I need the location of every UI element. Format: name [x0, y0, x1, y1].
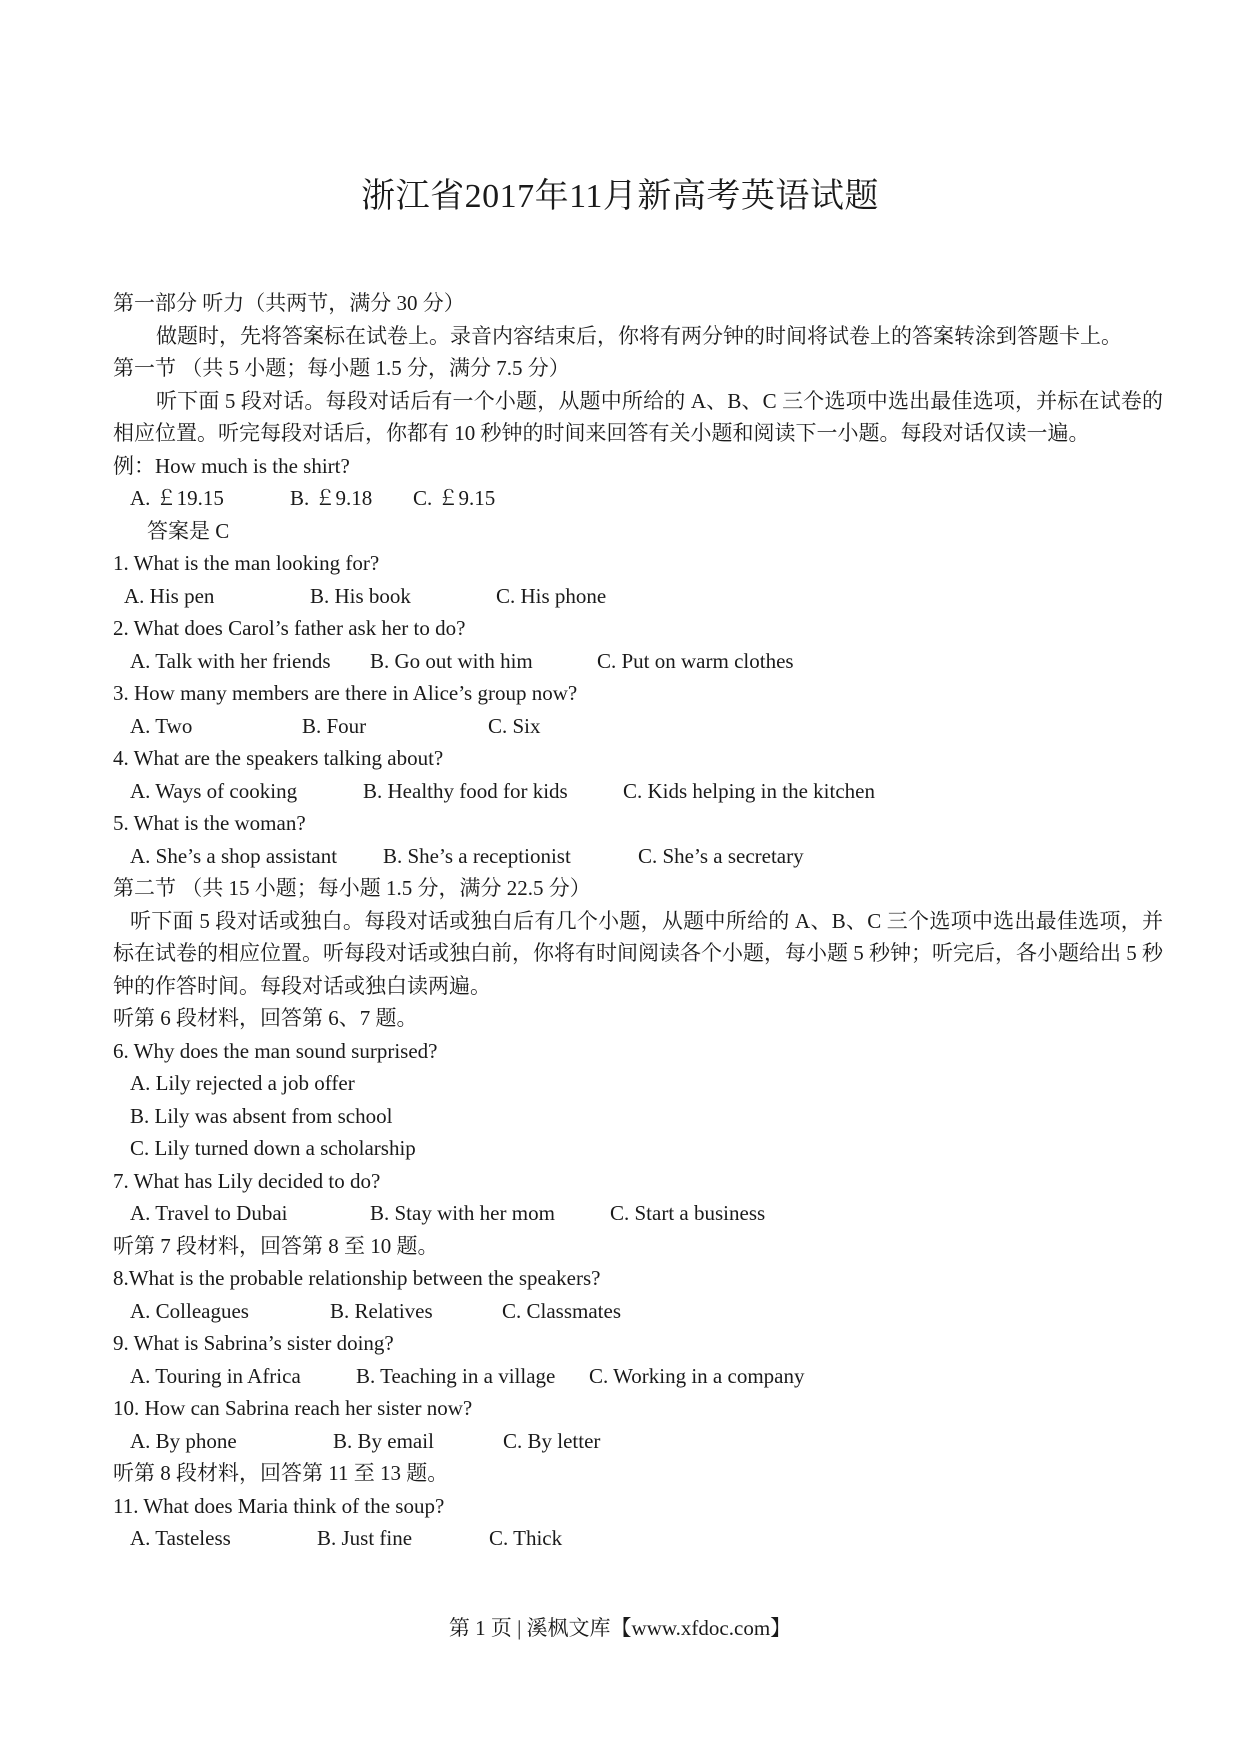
option-b: B. Just fine	[317, 1526, 413, 1550]
section1-heading: 第一节 （共 5 小题；每小题 1.5 分，满分 7.5 分）	[113, 356, 570, 380]
option-c: C. Start a business	[610, 1201, 766, 1225]
question-10-options	[113, 1425, 1163, 1458]
example-option-a: A. ￡19.15	[130, 486, 224, 510]
option-a: A. She’s a shop assistant	[130, 843, 338, 868]
option-c: C. Classmates	[502, 1298, 621, 1323]
option-b: B. Four	[302, 713, 367, 738]
question-4: 4. What are the speakers talking about?	[113, 746, 444, 770]
document-body	[113, 287, 1163, 1555]
document-title: 浙江省2017年11月新高考英语试题	[361, 178, 879, 215]
question-2-options	[113, 645, 1163, 678]
question-10: 10. How can Sabrina reach her sister now?	[113, 1396, 473, 1420]
question-6: 6. Why does the man sound surprised?	[113, 1038, 438, 1063]
option-a: A. Lily rejected a job offer	[130, 1071, 355, 1095]
material-6-note: 听第 6 段材料，回答第 6、7 题。	[113, 1006, 418, 1030]
example-option-c: C. ￡9.15	[413, 486, 496, 510]
page-footer: 第 1 页 | 溪枫文库【www.xfdoc.com】	[448, 1616, 792, 1640]
option-a: A. By phone	[130, 1428, 237, 1453]
question-11: 11. What does Maria think of the soup?	[113, 1493, 445, 1518]
option-a: A. His pen	[124, 583, 215, 608]
option-a: A. Ways of cooking	[130, 778, 298, 803]
option-b: B. Stay with her mom	[370, 1201, 555, 1225]
example-answer: 答案是 C	[147, 518, 230, 543]
question-1: 1. What is the man looking for?	[113, 551, 380, 575]
question-5: 5. What is the woman?	[113, 811, 306, 835]
option-b: B. Teaching in a village	[356, 1363, 556, 1388]
section2-instruction: 听下面 5 段对话或独白。每段对话或独白后有几个小题，从题中所给的 A、B、C 三个选项中选出最佳选项，并标在试卷的相应位置。听每段对话或独白前，你将有时间阅读各个小题，每小题 5 秒钟；听完后，各小题给出 5 秒钟的作答时间。每段对话或独白读两遍。	[113, 908, 1163, 998]
part1-heading: 第一部分 听力（共两节，满分 30 分）	[113, 291, 465, 315]
option-b: B. Go out with him	[370, 648, 533, 673]
example-options	[113, 482, 1163, 515]
option-c: C. By letter	[503, 1428, 601, 1453]
option-c: C. Kids helping in the kitchen	[623, 778, 875, 803]
option-c: C. She’s a secretary	[638, 843, 804, 868]
option-b: B. Lily was absent from school	[130, 1103, 393, 1128]
question-7-options	[113, 1197, 1163, 1230]
question-9-options	[113, 1360, 1163, 1393]
option-c: C. Lily turned down a scholarship	[130, 1136, 416, 1160]
option-a: A. Talk with her friends	[130, 648, 331, 673]
option-b: B. She’s a receptionist	[383, 843, 571, 868]
material-8-note: 听第 8 段材料，回答第 11 至 13 题。	[113, 1461, 449, 1485]
example-question: 例：How much is the shirt?	[113, 453, 350, 478]
option-c: C. Put on warm clothes	[597, 648, 794, 673]
question-9: 9. What is Sabrina’s sister doing?	[113, 1331, 394, 1355]
option-a: A. Tasteless	[130, 1526, 231, 1550]
section2-heading: 第二节 （共 15 小题；每小题 1.5 分，满分 22.5 分）	[113, 876, 591, 900]
section1-instruction: 听下面 5 段对话。每段对话后有一个小题，从题中所给的 A、B、C 三个选项中选出最佳选项，并标在试卷的相应位置。听完每段对话后，你都有 10 秒钟的时间来回答有关小题和阅读下一小题。每段对话仅读一遍。	[113, 388, 1163, 445]
option-c: C. Six	[488, 713, 541, 738]
option-a: A. Colleagues	[130, 1298, 249, 1323]
option-b: B. By email	[333, 1428, 434, 1453]
question-1-options	[113, 580, 1163, 613]
question-11-options	[113, 1522, 1163, 1555]
material-7-note: 听第 7 段材料，回答第 8 至 10 题。	[113, 1233, 439, 1258]
question-2: 2. What does Carol’s father ask her to do?	[113, 616, 466, 640]
option-b: B. Healthy food for kids	[363, 778, 568, 803]
option-c: C. Thick	[489, 1526, 563, 1550]
option-c: C. His phone	[496, 583, 607, 608]
option-a: A. Travel to Dubai	[130, 1201, 288, 1225]
question-5-options	[113, 840, 1163, 873]
option-b: B. His book	[310, 583, 411, 608]
option-b: B. Relatives	[330, 1298, 433, 1323]
question-8: 8.What is the probable relationship between the speakers?	[113, 1266, 601, 1290]
option-a: A. Two	[130, 713, 193, 738]
question-3: 3. How many members are there in Alice’s group now?	[113, 681, 578, 705]
question-4-options	[113, 775, 1163, 808]
question-3-options	[113, 710, 1163, 743]
option-a: A. Touring in Africa	[130, 1363, 301, 1388]
part1-instruction: 做题时，先将答案标在试卷上。录音内容结束后，你将有两分钟的时间将试卷上的答案转涂到答题卡上。	[156, 323, 1122, 348]
question-7: 7. What has Lily decided to do?	[113, 1168, 381, 1193]
question-8-options	[113, 1295, 1163, 1328]
option-c: C. Working in a company	[589, 1363, 805, 1388]
example-option-b: B. ￡9.18	[290, 486, 373, 510]
